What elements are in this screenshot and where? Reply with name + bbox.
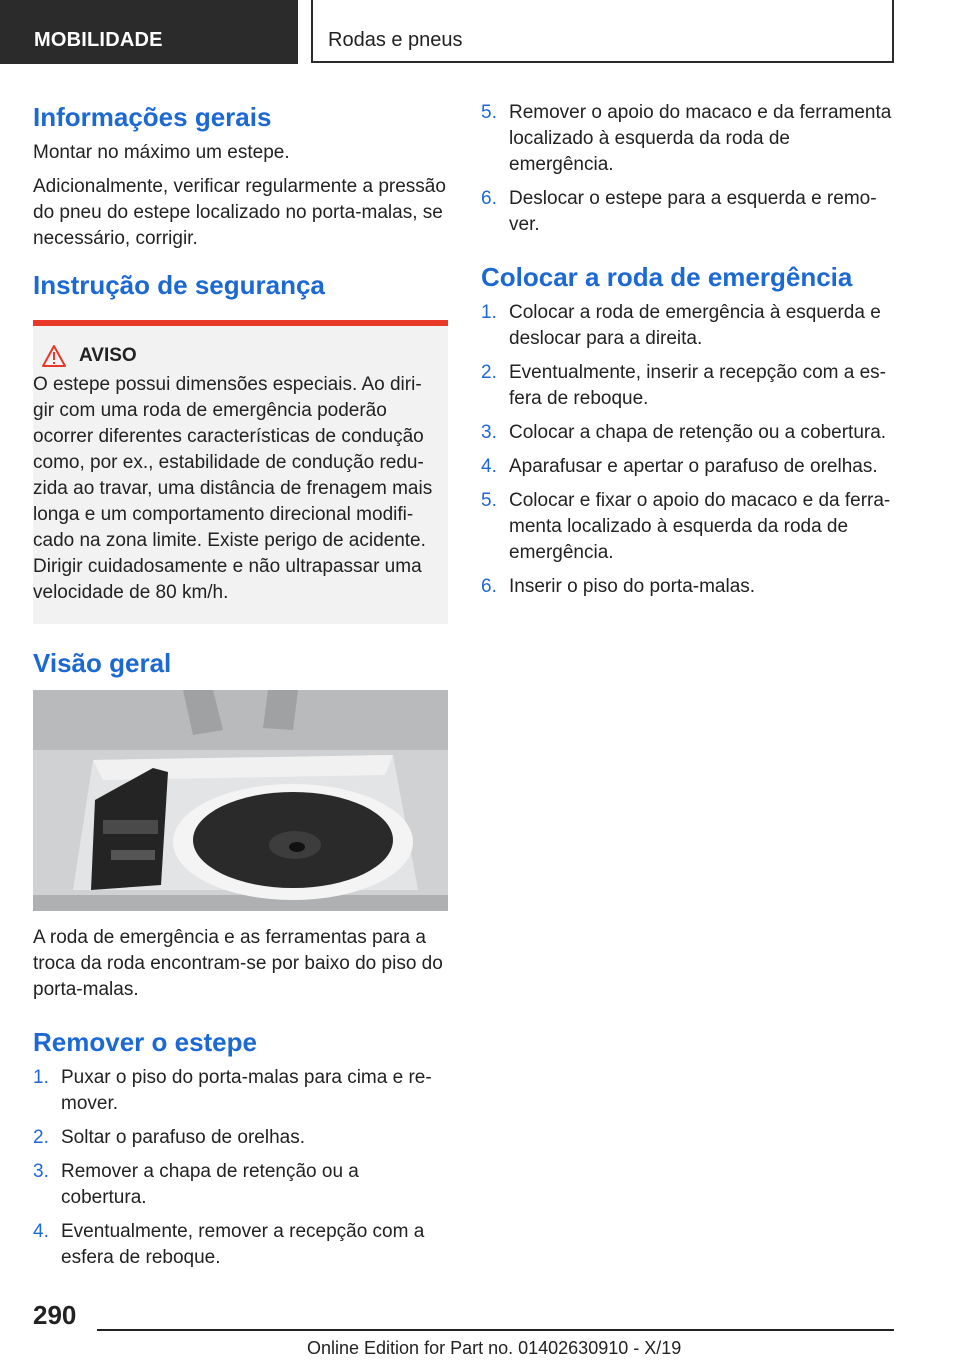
list-item: 5. Colocar e fixar o apoio do macaco e da ferra-menta localizado à esquerda da roda de emergência. xyxy=(481,490,891,563)
footer-divider xyxy=(97,1329,894,1331)
remove-steps-list xyxy=(33,1065,448,1271)
header-section-label: MOBILIDADE xyxy=(34,29,163,51)
install-steps-list xyxy=(481,300,896,600)
list-item: 1. Puxar o piso do porta-malas para cima e re-mover. xyxy=(33,1067,432,1114)
page-number: 290 xyxy=(33,1300,77,1330)
list-item: 5. Remover o apoio do macaco e da ferramenta localizado à esquerda da roda de emergência. xyxy=(481,102,892,175)
general-info-para-2: Adicionalmente, verificar regularmente a pressão do pneu do estepe localizado no porta-malas, se necessário, corrigir. xyxy=(33,176,446,249)
list-item: 3. Remover a chapa de retenção ou a cobertura. xyxy=(33,1161,359,1208)
header-chapter-box xyxy=(311,0,894,63)
list-item: 1. Colocar a roda de emergência à esquerda e deslocar para a direita. xyxy=(481,302,881,349)
warning-box xyxy=(33,320,448,624)
list-item: 4. Aparafusar e apertar o parafuso de orelhas. xyxy=(481,456,878,477)
overview-heading: Visão geral xyxy=(33,648,172,678)
safety-heading: Instrução de segurança xyxy=(33,270,325,300)
warning-triangle-icon xyxy=(41,344,67,368)
general-info-heading: Informações gerais xyxy=(33,102,272,132)
left-column xyxy=(33,100,448,1279)
list-item: 6. Inserir o piso do porta-malas. xyxy=(481,576,756,597)
remove-steps-continued-list xyxy=(481,100,896,238)
header-chapter-label: Rodas e pneus xyxy=(328,29,463,51)
list-item: 6. Deslocar o estepe para a esquerda e remo-ver. xyxy=(481,188,877,235)
warning-text: O estepe possui dimensões especiais. Ao diri-gir com uma roda de emergência poderão ocorrer diferentes características de condução como, por ex., estabilidade de condução redu-zida ao travar, uma distância de frenagem mais longa e um comportamento direcional modifi-cado na zona limite. Existe perigo de acidente. Dirigir cuidadosamente e não ultrapassar uma velocidade de 80 km/h. xyxy=(33,374,433,603)
right-column xyxy=(481,100,896,608)
overview-caption: A roda de emergência e as ferramentas para a troca da roda encontram-se por baixo do piso do porta-malas. xyxy=(33,927,443,1000)
list-item: 4. Eventualmente, remover a recepção com a esfera de reboque. xyxy=(33,1221,425,1268)
remove-spare-heading: Remover o estepe xyxy=(33,1027,257,1057)
general-info-para-1: Montar no máximo um estepe. xyxy=(33,142,290,163)
install-spare-heading: Colocar a roda de emergência xyxy=(481,262,853,292)
warning-title: AVISO xyxy=(79,345,137,366)
list-item: 3. Colocar a chapa de retenção ou a cobertura. xyxy=(481,422,887,443)
list-item: 2. Eventualmente, inserir a recepção com a es-fera de reboque. xyxy=(481,362,887,409)
header-section-tab xyxy=(0,0,298,64)
list-item: 2. Soltar o parafuso de orelhas. xyxy=(33,1127,305,1148)
spare-wheel-trunk-photo xyxy=(33,690,448,911)
edition-text: Online Edition for Part no. 01402630910 - X/19 xyxy=(307,1338,682,1358)
